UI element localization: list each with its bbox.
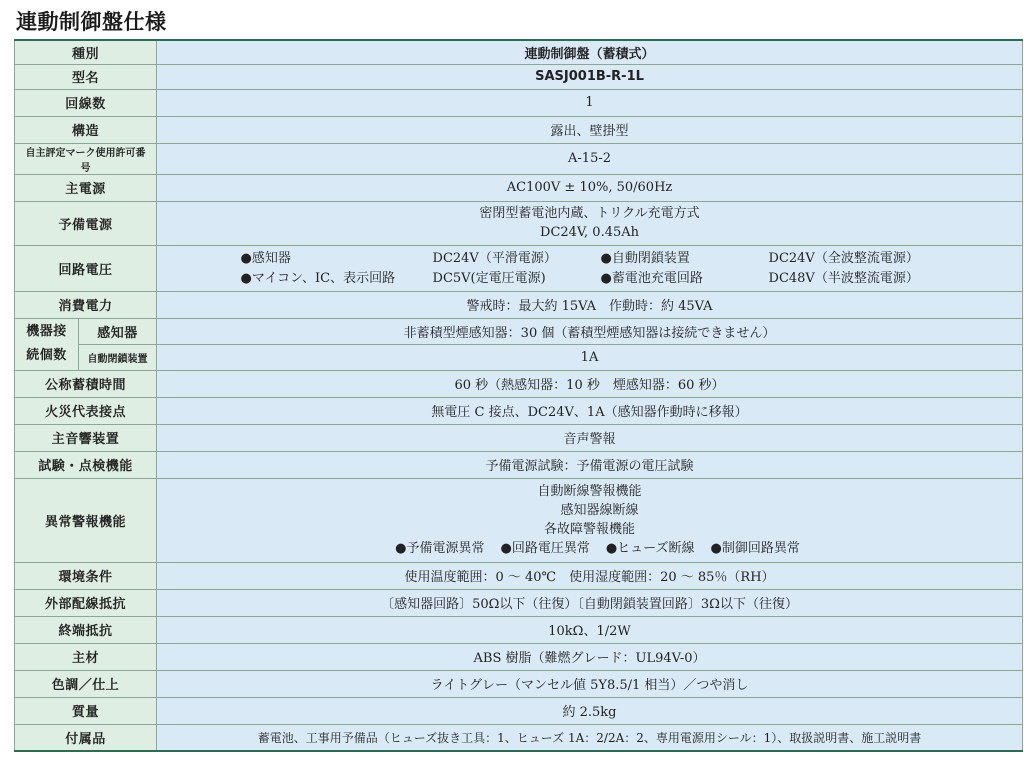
voltage-item: DC48V（半波整流電源） [768, 270, 919, 286]
row-label: 主材 [15, 643, 157, 670]
row-value: ABS 樹脂（難燃グレード：UL94V-0） [157, 643, 1023, 670]
row-value: 1 [157, 89, 1023, 116]
row-value: 蓄電池、工事用予備品（ヒューズ抜き工具：1、ヒューズ 1A：2/2A：2、専用電源用シール：1）、取扱説明書、施工説明書 [157, 724, 1023, 751]
row-label: 消費電力 [15, 291, 157, 318]
row-label: 終端抵抗 [15, 616, 157, 643]
table-row [15, 64, 1023, 89]
page-title: 連動制御盤仕様 [16, 10, 167, 34]
row-label: 感知器 [79, 318, 157, 344]
table-row [15, 643, 1023, 670]
row-value: 露出、壁掛型 [157, 116, 1023, 143]
row-label: 回路電圧 [15, 245, 157, 291]
row-label: 主電源 [15, 174, 157, 201]
table-row [15, 670, 1023, 697]
row-label: 試験・点検機能 [15, 451, 157, 478]
row-value: 1A [157, 344, 1023, 370]
table-row [15, 116, 1023, 143]
voltage-item: ●感知器 [240, 250, 291, 266]
table-row [15, 562, 1023, 589]
row-label: 火災代表接点 [15, 397, 157, 424]
fault-item: ●回路電圧異常 [500, 541, 590, 556]
row-label: 色調／仕上 [15, 670, 157, 697]
table-row [15, 245, 1023, 291]
voltage-item: ●蓄電池充電回路 [600, 270, 703, 286]
row-value [157, 245, 1023, 291]
row-value: 連動制御盤（蓄積式） [157, 40, 1023, 64]
fault-item: ●予備電源異常 [395, 541, 485, 556]
voltage-grid [241, 249, 939, 288]
backup-power-line1: 密閉型蓄電池内蔵、トリクル充電方式 [479, 206, 700, 221]
row-label: 主音響装置 [15, 424, 157, 451]
alarm-line2: 感知器線断線 [560, 503, 639, 518]
backup-power-line2: DC24V, 0.45Ah [540, 225, 640, 240]
spec-table [14, 39, 1023, 752]
row-value: 〔感知器回路〕50Ω以下（往復）〔自動閉鎖装置回路〕3Ω以下（往復） [157, 589, 1023, 616]
fault-item: ●制御回路異常 [710, 541, 800, 556]
row-value: 非蓄積型煙感知器：30 個（蓄積型煙感知器は接続できません） [157, 318, 1023, 344]
table-row [15, 424, 1023, 451]
table-row [15, 697, 1023, 724]
row-label: 環境条件 [15, 562, 157, 589]
row-value [157, 201, 1023, 245]
row-label: 自動閉鎖装置 [79, 344, 157, 370]
row-label: 型名 [15, 64, 157, 89]
device-count-group-label: 機器接 続個数 [15, 318, 79, 370]
table-row [15, 143, 1023, 174]
row-value: 使用温度範囲：0 〜 40℃ 使用湿度範囲：20 〜 85％（RH） [157, 562, 1023, 589]
voltage-item: ●マイコン、IC、表示回路 [240, 270, 396, 286]
voltage-item: DC24V（全波整流電源） [768, 250, 919, 266]
row-value: 音声警報 [157, 424, 1023, 451]
row-label: 予備電源 [15, 201, 157, 245]
row-label: 自主評定マーク使用許可番号 [15, 143, 157, 174]
table-row [15, 344, 1023, 370]
model-number: SASJ001B-R-1L [157, 64, 1023, 89]
table-row [15, 174, 1023, 201]
row-label: 外部配線抵抗 [15, 589, 157, 616]
row-label: 質量 [15, 697, 157, 724]
voltage-item: DC5V(定電圧電源) [432, 270, 546, 286]
table-row [15, 291, 1023, 318]
row-value: AC100V ± 10%, 50/60Hz [157, 174, 1023, 201]
voltage-item: ●自動閉鎖装置 [600, 250, 690, 266]
row-label: 構造 [15, 116, 157, 143]
row-value: ライトグレー（マンセル値 5Y8.5/1 相当）／つや消し [157, 670, 1023, 697]
row-value [157, 478, 1023, 562]
table-row [15, 40, 1023, 64]
row-label: 異常警報機能 [15, 478, 157, 562]
table-row [15, 370, 1023, 397]
row-value: 警戒時：最大約 15VA 作動時：約 45VA [157, 291, 1023, 318]
table-row [15, 318, 1023, 344]
row-label: 公称蓄積時間 [15, 370, 157, 397]
fault-item: ●ヒューズ断線 [605, 541, 695, 556]
row-label: 付属品 [15, 724, 157, 751]
row-value: 無電圧 C 接点、DC24V、1A（感知器作動時に移報） [157, 397, 1023, 424]
alarm-line1: 自動断線警報機能 [537, 484, 642, 499]
row-value: 予備電源試験：予備電源の電圧試験 [157, 451, 1023, 478]
table-row [15, 89, 1023, 116]
row-value: A-15-2 [157, 143, 1023, 174]
table-row [15, 201, 1023, 245]
table-row [15, 397, 1023, 424]
voltage-item: DC24V（平滑電源） [432, 250, 557, 266]
table-row [15, 724, 1023, 751]
table-row [15, 589, 1023, 616]
row-value: 60 秒（熱感知器：10 秒 煙感知器：60 秒） [157, 370, 1023, 397]
table-row [15, 451, 1023, 478]
row-label: 種別 [15, 40, 157, 64]
alarm-fault-list [163, 539, 1016, 558]
row-value: 約 2.5kg [157, 697, 1023, 724]
table-row [15, 478, 1023, 562]
alarm-line3: 各故障警報機能 [544, 522, 636, 537]
row-value: 10kΩ、1/2W [157, 616, 1023, 643]
row-label: 回線数 [15, 89, 157, 116]
table-row [15, 616, 1023, 643]
